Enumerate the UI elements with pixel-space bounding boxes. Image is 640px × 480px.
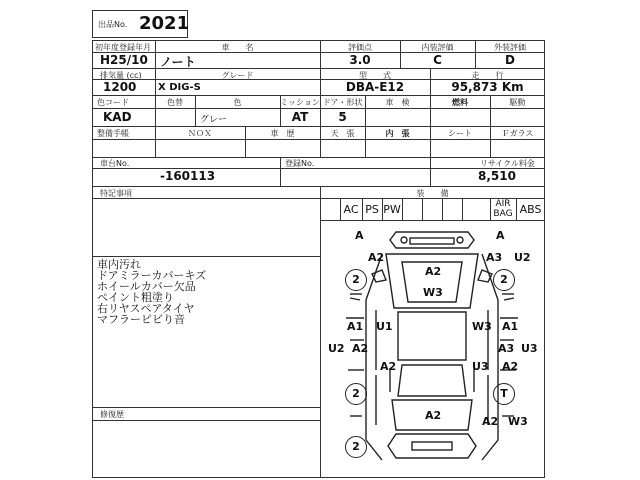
mark-roof-w: W3	[423, 286, 443, 299]
note-line: ドアミラーカバーキズ	[97, 269, 207, 282]
exterior-label: 外装評価	[494, 43, 526, 52]
grade-label: グレード	[221, 71, 254, 80]
manual-label: 整備手帳	[97, 129, 129, 138]
interior-value: C	[433, 53, 442, 67]
mark-hood-right: A3	[486, 251, 503, 264]
mark-fender-right-u: U2	[514, 251, 531, 264]
drive-label: 駆動	[509, 98, 526, 107]
color-swap-label: 色替	[167, 98, 183, 107]
doors-label: ドア・形状	[322, 98, 363, 107]
seat-label: シート	[448, 129, 472, 138]
spare-tire-marker: T	[493, 383, 515, 405]
interior-top-label: 内 張	[385, 129, 410, 138]
model-name-label: 車 名	[221, 43, 254, 52]
mark-rocker-right-a: A3	[498, 342, 515, 355]
equip-ac: AC	[343, 203, 359, 216]
mark-front-door-left-a: A1	[347, 320, 364, 333]
wheel-front-right: 2	[493, 269, 515, 291]
note-line: ペイント粗塗り	[97, 291, 174, 304]
mark-roof: A2	[425, 265, 442, 278]
score-value: 3.0	[349, 53, 371, 67]
displacement-label: 排気量 (cc)	[100, 71, 142, 80]
chassis-value: -160113	[160, 169, 216, 183]
mark-rear-right-w: W3	[508, 415, 528, 428]
model-name-value: ノート	[160, 55, 196, 69]
note-line: ホイールカバー欠品	[97, 280, 196, 293]
note-line: 右リヤスペアタイヤ	[97, 302, 195, 315]
note-line: マフラービビり音	[97, 313, 185, 326]
mileage-value: 95,873 Km	[451, 80, 524, 94]
registration-label: 登録No.	[285, 159, 315, 168]
notes-label: 特記事項	[100, 189, 132, 198]
history-label: 車 歴	[270, 129, 295, 138]
equip-abs: ABS	[519, 203, 542, 216]
mark-hood-left: A2	[368, 251, 385, 264]
wheel-rear-left-lower: 2	[345, 436, 367, 458]
grade-value: X DIG-S	[158, 82, 201, 93]
mark-rocker-left-u: U2	[328, 342, 345, 355]
notes-list	[97, 259, 206, 325]
lot-label: 出品No.	[98, 20, 128, 29]
doors-value: 5	[338, 110, 347, 124]
color-value: グレー	[200, 115, 228, 125]
car-inspection-label: 車 検	[385, 98, 410, 107]
repair-label: 修復歴	[100, 410, 124, 419]
mark-rear-right-a: A2	[482, 415, 499, 428]
note-line: 車内汚れ	[97, 258, 141, 271]
displacement-value: 1200	[103, 80, 137, 94]
mark-trunk: A2	[425, 409, 442, 422]
chassis-label: 車台No.	[100, 159, 130, 168]
recycle-label: リサイクル料金	[480, 159, 535, 168]
mark-front-door-left-u: U1	[376, 320, 393, 333]
model-code-value: DBA-E12	[345, 80, 405, 94]
mission-value: AT	[291, 110, 309, 124]
recycle-value: 8,510	[478, 169, 516, 183]
exterior-value: D	[505, 53, 515, 67]
wheel-front-left: 2	[345, 269, 367, 291]
first-reg-label: 初年度登録年月	[95, 43, 151, 52]
sunroof-label: 天 張	[330, 129, 355, 138]
lot-number: 2021	[139, 13, 190, 34]
fuel-label: 燃料	[452, 98, 468, 107]
lot-number-box	[92, 10, 188, 38]
mark-rocker-left-a: A2	[352, 342, 369, 355]
first-reg-value: H25/10	[100, 53, 148, 67]
equip-airbag: AIR BAG	[493, 199, 513, 219]
color-label: 色	[233, 98, 242, 107]
nox-label: ＮＯＸ	[188, 129, 212, 138]
mileage-label: 走 行	[471, 71, 504, 80]
mark-rocker-right-u: U3	[521, 342, 538, 355]
equipment-label: 装 備	[416, 189, 449, 198]
color-code-value: KAD	[103, 110, 132, 124]
mark-front-door-right-a: A1	[502, 320, 519, 333]
equip-pw: PW	[383, 203, 401, 216]
mark-front-door-right-w: W3	[472, 320, 492, 333]
mark-front-right: A	[496, 229, 505, 242]
model-code-label: 型 式	[359, 71, 391, 80]
mission-label: ミッション	[280, 98, 320, 107]
score-label: 評価点	[348, 43, 372, 52]
interior-label: 内装評価	[421, 43, 454, 52]
mark-rear-door-right-a: A2	[502, 360, 519, 373]
color-code-label: 色コード	[97, 98, 129, 107]
equip-ps: PS	[365, 203, 379, 216]
mark-rear-door-left: A2	[380, 360, 397, 373]
f-glass-label: Ｆガラス	[501, 129, 534, 138]
wheel-rear-left: 2	[345, 383, 367, 405]
mark-rear-door-right-u: U3	[472, 360, 489, 373]
mark-front-left: A	[355, 229, 364, 242]
